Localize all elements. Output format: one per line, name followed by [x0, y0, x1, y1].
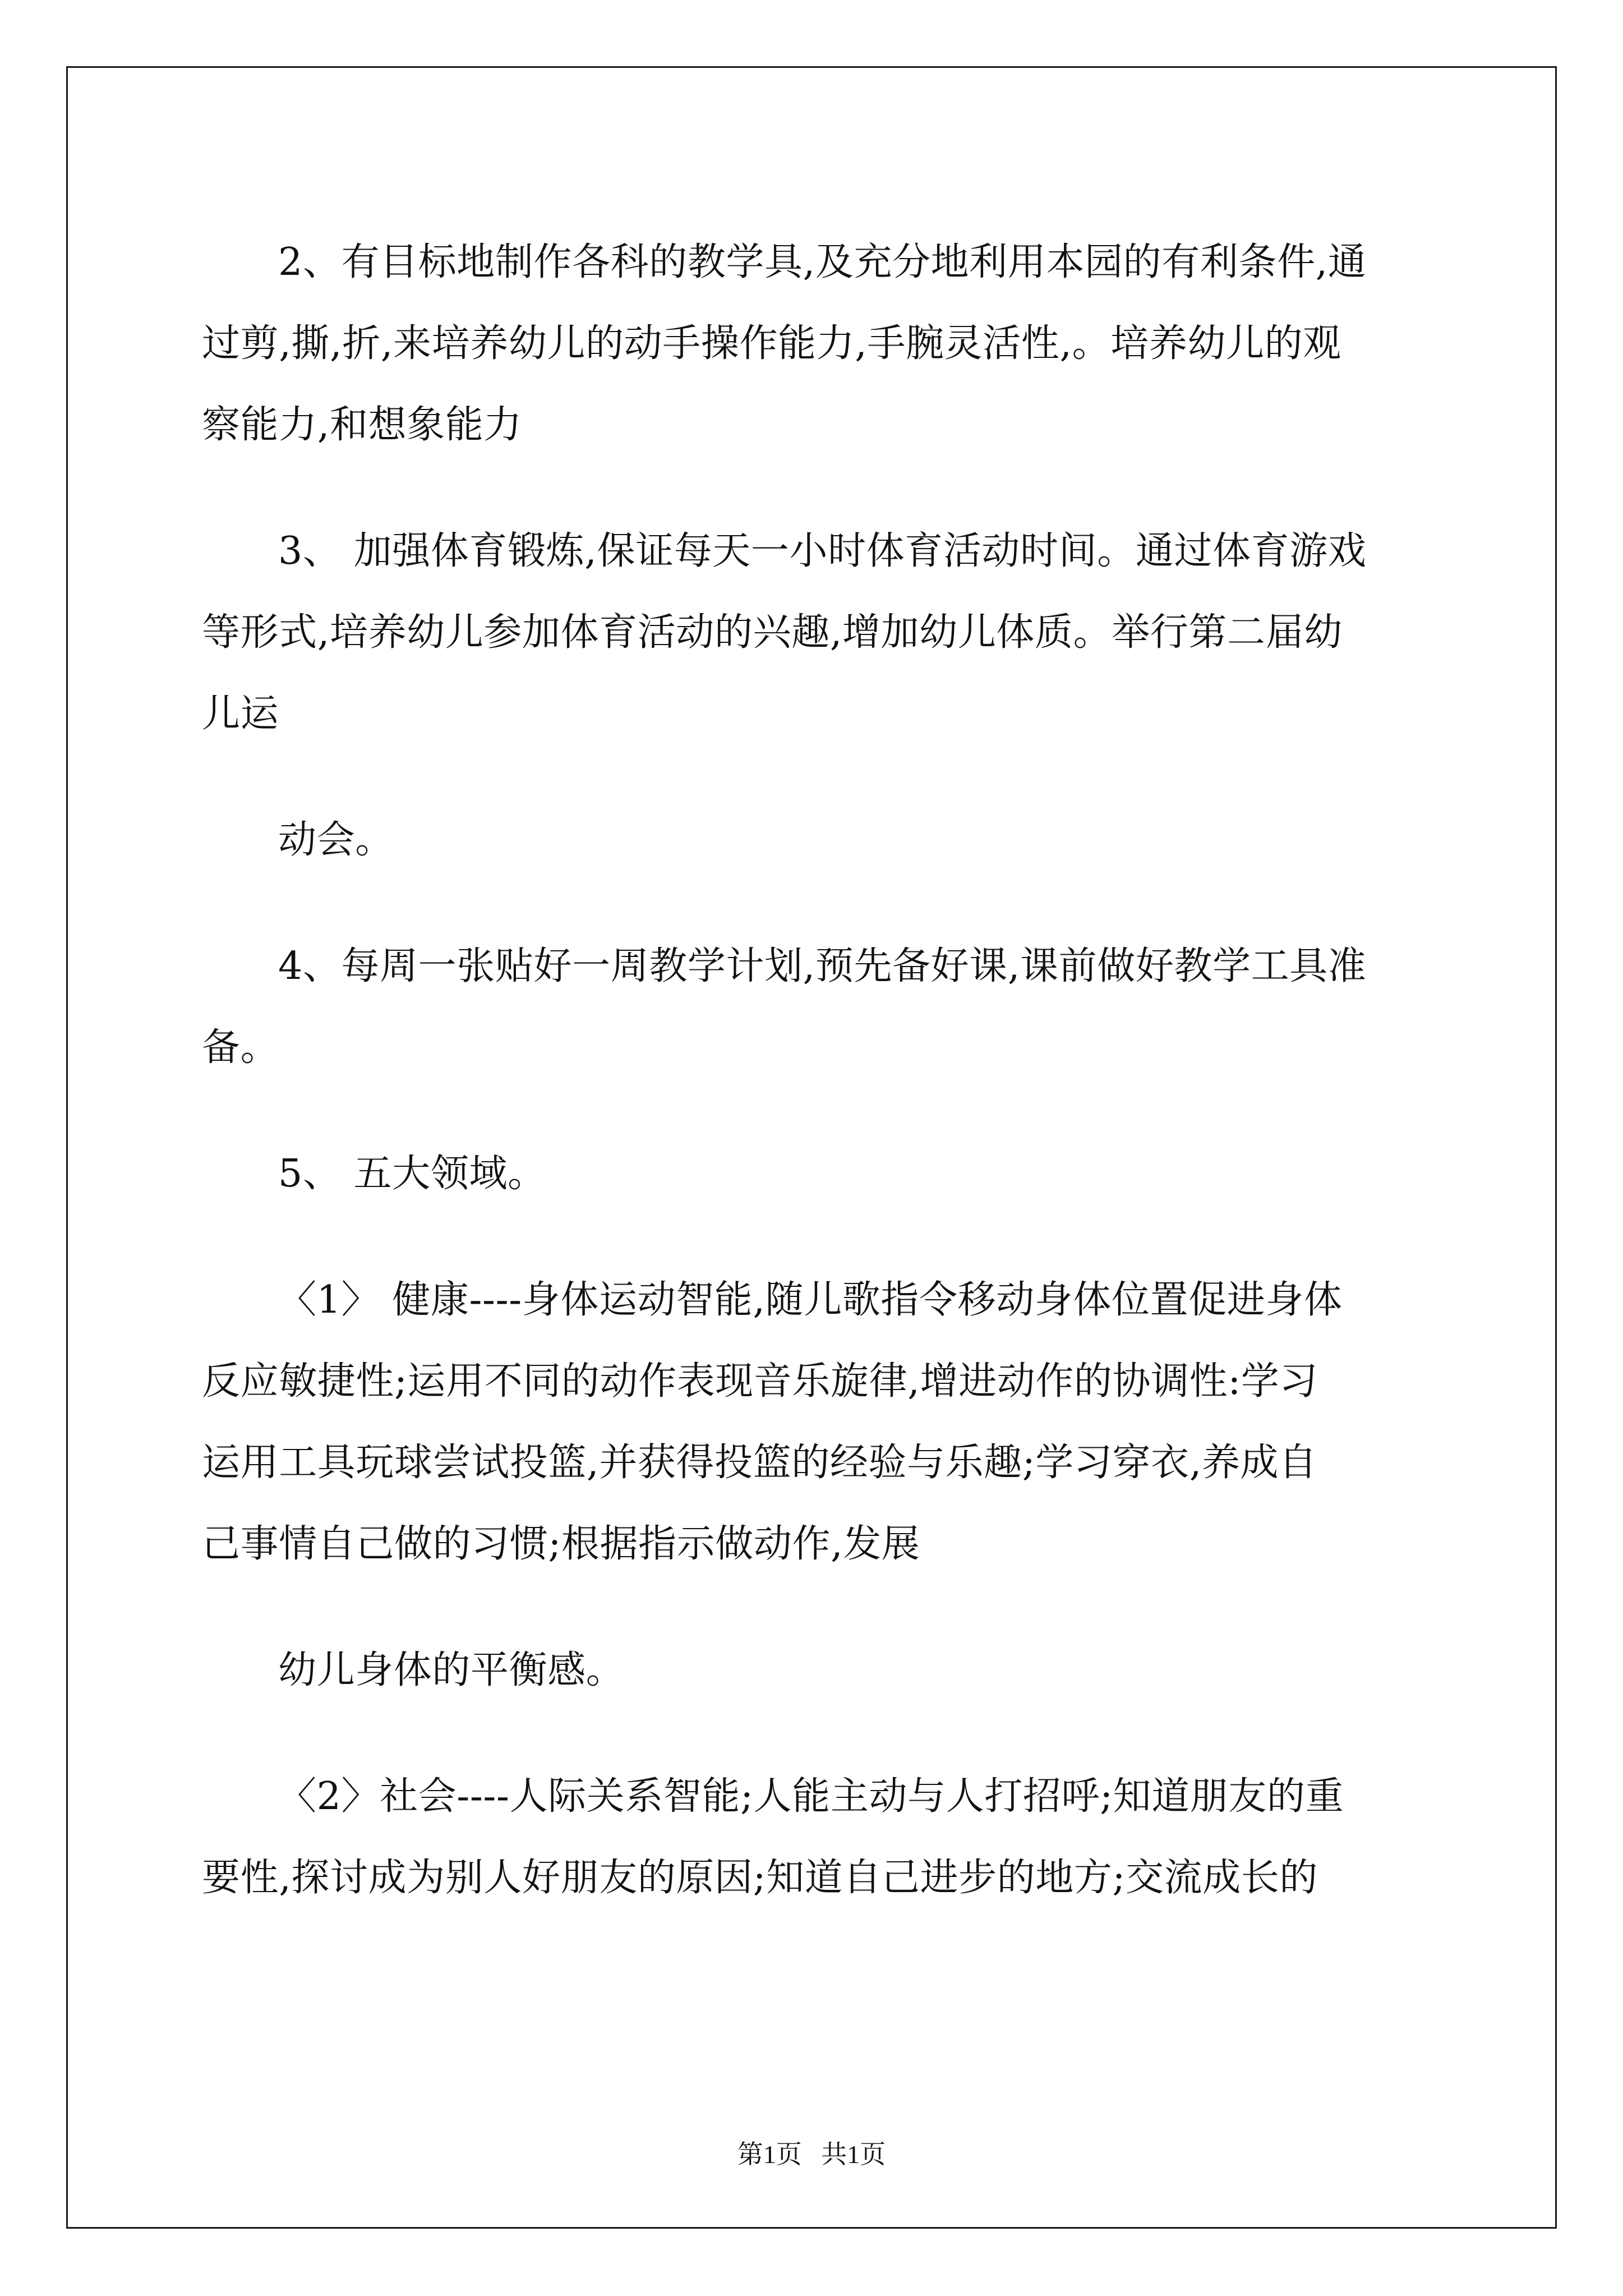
- paragraph-4: [202, 926, 1424, 1088]
- document-body: [202, 222, 1424, 1918]
- paragraph-1: [202, 222, 1424, 466]
- paragraph-line: 4、每周一张贴好一周教学计划,预先备好课,课前做好教学工具准: [278, 944, 1367, 988]
- paragraph-line: 察能力,和想象能力: [202, 403, 523, 447]
- paragraph-line: 幼儿身体的平衡感。: [278, 1648, 625, 1692]
- paragraph-line: 等形式,培养幼儿参加体育活动的兴趣,增加幼儿体质。举行第二届幼: [202, 610, 1343, 655]
- paragraph-line: 〈1〉 健康----身体运动智能,随儿歌指令移动身体位置促进身体: [278, 1278, 1343, 1322]
- paragraph-line: 儿运: [202, 692, 279, 736]
- paragraph-7: [202, 1630, 1424, 1711]
- paragraph-line: 备。: [202, 1025, 279, 1070]
- paragraph-5: [202, 1133, 1424, 1214]
- paragraph-line: 运用工具玩球尝试投篮,并获得投篮的经验与乐趣;学习穿衣,养成自: [202, 1441, 1317, 1485]
- paragraph-2: [202, 510, 1424, 754]
- paragraph-3: [202, 799, 1424, 881]
- paragraph-line: 动会。: [278, 818, 394, 862]
- paragraph-line: 〈2〉社会----人际关系智能;人能主动与人打招呼;知道朋友的重: [278, 1774, 1344, 1819]
- paragraph-6: [202, 1259, 1424, 1585]
- page-number-footer: 第1页 共1页: [737, 2140, 886, 2169]
- paragraph-line: 5、 五大领域。: [278, 1152, 546, 1196]
- paragraph-line: 反应敏捷性;运用不同的动作表现音乐旋律,增进动作的协调性:学习: [202, 1359, 1318, 1404]
- paragraph-line: 己事情自己做的习惯;根据指示做动作,发展: [202, 1522, 920, 1566]
- paragraph-line: 过剪,撕,折,来培养幼儿的动手操作能力,手腕灵活性,。培养幼儿的观: [202, 321, 1341, 366]
- paragraph-line: 2、有目标地制作各科的教学具,及充分地利用本园的有利条件,通: [278, 240, 1367, 284]
- paragraph-line: 要性,探讨成为别人好朋友的原因;知道自己进步的地方;交流成长的: [202, 1856, 1318, 1900]
- paragraph-line: 3、 加强体育锻炼,保证每天一小时体育活动时间。通过体育游戏: [278, 529, 1367, 573]
- paragraph-8: [202, 1756, 1424, 1918]
